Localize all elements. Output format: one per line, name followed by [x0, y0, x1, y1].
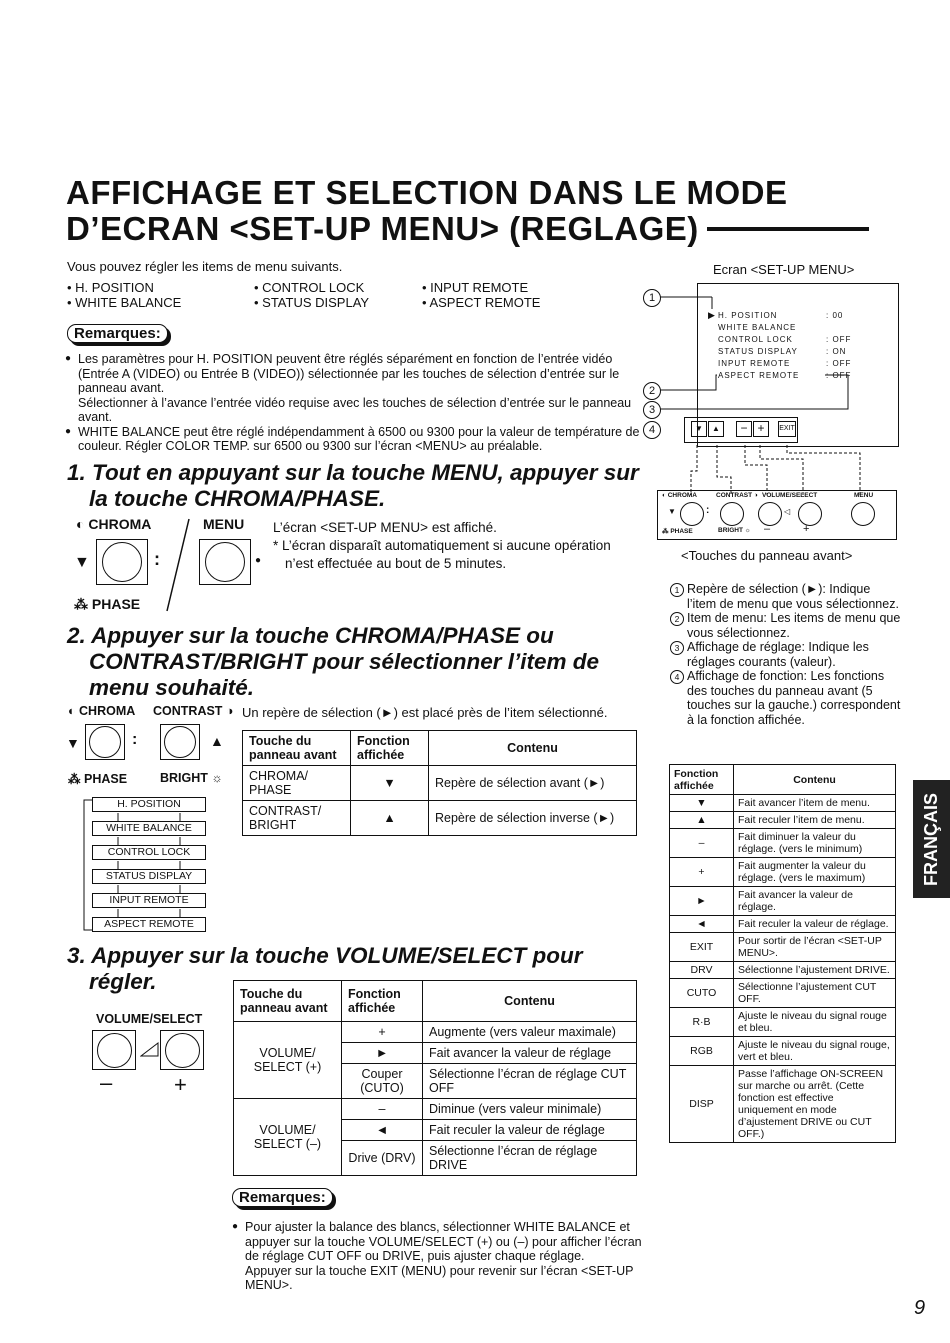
remark-item: ● Pour ajuster la balance des blancs, sélectionner WHITE BALANCE et appuyer sur la touche VOLUME/SELECT (+) ou (–) pour afficher l’écran de réglage CUT OFF ou DRIVE, puis ajuster chaque réglage. — [232, 1220, 642, 1264]
remarks-list — [65, 352, 640, 454]
remarks-label-2: Remarques: — [232, 1188, 333, 1207]
legend-item: 4 Affichage de fonction: Les fonctions des touches du panneau avant (5 touches sur la gauche.) correspondent à la fonction affichée. — [670, 669, 902, 727]
language-tab: FRANÇAIS — [913, 780, 950, 898]
step1-heading: 1. Tout en appuyant sur la touche MENU, appuyer sur la touche CHROMA/PHASE. — [67, 460, 639, 511]
screen-caption: Ecran <SET-UP MENU> — [713, 262, 855, 277]
setup-menu-screen: ▶ H. POSITION WHITE BALANCE CONTROL LOCK STATUS DISPLAY INPUT REMOTE ASPECT REMOTE : 00 : OFF : ON : OFF : OFF ▼ ▲ − + EXIT — [697, 283, 899, 447]
remarks-label: Remarques: — [67, 324, 168, 343]
remark-item: Appuyer sur la touche EXIT (MENU) pour revenir sur l’écran <SET-UP MENU>. — [245, 1263, 634, 1292]
flow-item: ASPECT REMOTE — [92, 917, 206, 932]
menu-items-col1 — [67, 280, 181, 310]
callout-4: 4 — [643, 421, 661, 439]
down-arrow-icon: ▼ — [74, 554, 90, 571]
contrast-label: CONTRAST ◑ — [153, 704, 234, 718]
menu-item: • INPUT REMOTE — [422, 280, 529, 295]
phase-label: ⁂ PHASE — [74, 596, 141, 612]
remark-item: ● WHITE BALANCE peut être réglé indépendamment à 6500 ou 9300 pour la valeur de température de couleur. Régler COLOR TEMP. sur 6500 ou 9300 sur l’écran <MENU> au préalable. — [65, 425, 640, 454]
flow-item: INPUT REMOTE — [92, 893, 206, 908]
intro-text: Vous pouvez régler les items de menu suivants. — [67, 259, 343, 274]
table-row: ◄ Fait reculer la valeur de réglage — [234, 1120, 637, 1141]
minus-fn-icon: − — [736, 421, 752, 437]
menu-items-col2 — [254, 280, 369, 310]
up-fn-icon: ▲ — [708, 421, 724, 437]
title-line-2: D’ECRAN <SET-UP MENU> (REGLAGE) — [66, 210, 699, 247]
chroma-label-2: ◐ CHROMA — [68, 704, 136, 718]
table-row: EXIT Pour sortir de l’écran <SET-UP MENU>. — [670, 933, 896, 962]
table-row: ► Fait avancer la valeur de réglage. — [670, 887, 896, 916]
menu-item: • STATUS DISPLAY — [254, 295, 370, 310]
chroma-key[interactable] — [96, 539, 148, 585]
menu-items-col3 — [422, 280, 540, 310]
table-row: VOLUME/ SELECT (+) + Augmente (vers valeur maximale) — [234, 1022, 637, 1043]
panel-contrast-key[interactable] — [720, 502, 744, 526]
flow-item: CONTROL LOCK — [92, 845, 206, 860]
page-number: 9 — [914, 1297, 926, 1319]
panel-caption: <Touches du panneau avant> — [681, 548, 853, 563]
table-row: VOLUME/ SELECT (–) – Diminue (vers valeur minimale) — [234, 1099, 637, 1120]
remark-item: ● Les paramètres pour H. POSITION peuvent être réglés séparément en fonction de l’entrée vidéo (Entrée A (VIDEO) ou Entrée B (VIDEO)) sélectionnée par les touches de sélection d’entrée sur le panneau avant. — [65, 352, 640, 396]
down-fn-icon: ▼ — [691, 421, 707, 437]
menu-item: • H. POSITION — [67, 280, 154, 295]
table-row: Couper (CUTO) Sélectionne l’écran de réglage CUT OFF — [234, 1064, 637, 1099]
selection-marker-icon: ▶ — [708, 310, 715, 320]
volume-select-label: VOLUME/SELECT — [96, 1012, 203, 1026]
up-arrow-icon: ▲ — [210, 733, 224, 749]
callout-3: 3 — [643, 401, 661, 419]
page-title — [66, 175, 869, 247]
callout-legend — [670, 582, 902, 727]
function-table: Fonction affichée Contenu ▼ Fait avancer l’item de menu. ▲ Fait reculer l’item de menu. – Fait diminuer la valeur du réglage. (vers le minimum) + Fait augmenter la valeur du réglage. (vers le maximum) ► Fait avancer la valeur de réglage. ◄ Fait reculer la valeur de réglage. EXIT Pour sortir de l’écran <SET-UP MENU>. DRV Sélectionne l’ajustement DRIVE. CUTO Sélectionne l’ajustement CUT OFF. R·B Ajuste le niveau du signal rouge et bleu. RGB Ajuste le niveau du signal rouge, vert et bleu. DISP Passe l’affichage ON-SCREEN sur marche ou arrêt. (Cette fonction est effective uniquement en mode d’ajustement DRIVE ou CUT OFF.) — [669, 764, 896, 1143]
table-row: ▲ Fait reculer l’item de menu. — [670, 812, 896, 829]
legend-item: 1 Repère de sélection (►): Indique l’item de menu que vous sélectionnez. — [670, 582, 902, 611]
table-row: ▼ Fait avancer l’item de menu. — [670, 795, 896, 812]
step3-table: Touche du panneau avant Fonction affichée Contenu VOLUME/ SELECT (+) + Augmente (vers valeur maximale) ► Fait avancer la valeur de réglage Couper (CUTO) Sélectionne l’écran de réglage CUT OFF VOLUME/ SELECT (–) – Diminue (vers valeur minimale) ◄ Fait reculer la valeur de réglage Drive (DRV) Sélectionne l’écran de réglage DRIVE — [233, 980, 637, 1176]
flow-item: WHITE BALANCE — [92, 821, 206, 836]
plus-label: + — [174, 1072, 187, 1097]
title-rule — [707, 227, 869, 231]
table-row: CUTO Sélectionne l’ajustement CUT OFF. — [670, 979, 896, 1008]
exit-fn-icon: EXIT — [778, 421, 796, 437]
menu-label: MENU — [203, 516, 245, 532]
table-row: + Fait augmenter la valeur du réglage. (vers le maximum) — [670, 858, 896, 887]
flow-item: H. POSITION — [92, 797, 206, 812]
legend-item: 3 Affichage de réglage: Indique les réglages courants (valeur). — [670, 640, 902, 669]
menu-key[interactable] — [199, 539, 251, 585]
menu-item: • ASPECT REMOTE — [422, 295, 541, 310]
remark-item: Sélectionner à l’avance l’entrée vidéo requise avec les touches de sélection d’entrée sur le panneau avant. — [78, 395, 632, 424]
volume-wedge-icon — [140, 1040, 160, 1058]
table-row: CHROMA/ PHASE ▼ Repère de sélection avant (►) — [243, 766, 637, 801]
volume-minus-key[interactable] — [92, 1030, 136, 1070]
menu-item: • WHITE BALANCE — [67, 295, 182, 310]
menu-item: • CONTROL LOCK — [254, 280, 365, 295]
plus-fn-icon: + — [753, 421, 769, 437]
panel-volume-plus-key[interactable] — [798, 502, 822, 526]
step2-table: Touche du panneau avant Fonction affichée Contenu CHROMA/ PHASE ▼ Repère de sélection avant (►) CONTRAST/ BRIGHT ▲ Repère de sélection inverse (►) — [242, 730, 637, 836]
panel-chroma-key[interactable] — [680, 502, 704, 526]
table-row: R·B Ajuste le niveau du signal rouge et bleu. — [670, 1008, 896, 1037]
phase-label-2: ⁂ PHASE — [68, 772, 128, 786]
minus-label: – — [100, 1070, 113, 1095]
contrast-key[interactable] — [160, 724, 200, 760]
remarks-list-2 — [232, 1220, 642, 1293]
table-row: DRV Sélectionne l’ajustement DRIVE. — [670, 962, 896, 979]
front-panel: ◐ CHROMA CONTRAST ◑ VOLUME/SELECT MENU ▼ : ◁ ⁂ PHASE BRIGHT ☼ – + — [657, 490, 897, 540]
table-row: – Fait diminuer la valeur du réglage. (vers le minimum) — [670, 829, 896, 858]
step2-heading: 2. Appuyer sur la touche CHROMA/PHASE ou CONTRAST/BRIGHT pour sélectionner l’item de menu souhaité. — [67, 623, 600, 700]
flow-item: STATUS DISPLAY — [92, 869, 206, 884]
menu-flow-diagram — [80, 796, 215, 934]
separator-slash — [163, 517, 193, 613]
table-row: CONTRAST/ BRIGHT ▲ Repère de sélection inverse (►) — [243, 801, 637, 836]
callout-2: 2 — [643, 382, 661, 400]
table-row: ◄ Fait reculer la valeur de réglage. — [670, 916, 896, 933]
panel-menu-key[interactable] — [851, 502, 875, 526]
down-arrow-icon: ▼ — [66, 735, 80, 751]
volume-plus-key[interactable] — [160, 1030, 204, 1070]
step3-heading: 3. Appuyer sur la touche VOLUME/SELECT pour régler. — [67, 943, 583, 994]
chroma-label: ◐ CHROMA — [76, 516, 152, 532]
legend-item: 2 Item de menu: Les items de menu que vous sélectionnez. — [670, 611, 902, 640]
callout-1: 1 — [643, 289, 661, 307]
panel-connector-lines — [655, 425, 895, 497]
step1-description: L’écran <SET-UP MENU> est affiché. * L’écran disparaît automatiquement si aucune opération n’est effectuée au bout de 5 minutes. — [273, 520, 611, 571]
table-row: ► Fait avancer la valeur de réglage — [234, 1043, 637, 1064]
table-row: Drive (DRV) Sélectionne l’écran de réglage DRIVE — [234, 1141, 637, 1176]
chroma-key-2[interactable] — [85, 724, 125, 760]
bright-label: BRIGHT ☼ — [160, 771, 223, 785]
step2-description: Un repère de sélection (►) est placé près de l’item sélectionné. — [242, 705, 608, 720]
title-line-1: AFFICHAGE ET SELECTION DANS LE MODE — [66, 174, 788, 211]
table-row: DISP Passe l’affichage ON-SCREEN sur marche ou arrêt. (Cette fonction est effective uniquement en mode d’ajustement DRIVE ou CUT OFF.) — [670, 1066, 896, 1143]
table-row: RGB Ajuste le niveau du signal rouge, vert et bleu. — [670, 1037, 896, 1066]
